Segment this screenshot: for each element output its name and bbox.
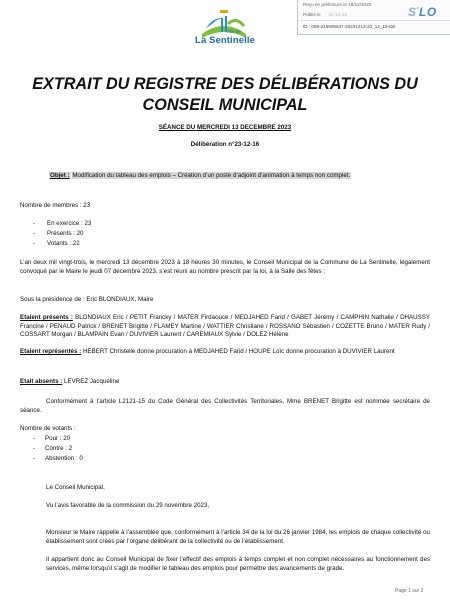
bullet-dash: - (33, 455, 36, 462)
stamp-published (303, 12, 347, 17)
votes-pour: Pour : 20 (45, 435, 71, 442)
stamp-received-date: Reçu en préfecture le 18/12/2023 (303, 2, 372, 7)
absents-list: LEVREZ Jacqueline (64, 378, 120, 385)
membres-votants: Votants : 22 (47, 240, 80, 247)
absents-paragraph (20, 378, 119, 387)
seance-heading: SÉANCE DU MERCREDI 13 DECEMBRE 2023 (158, 124, 292, 131)
objet-line (49, 172, 351, 179)
stamp-published-value: 22-12-16 (328, 12, 348, 17)
logo-ville-text: Ville de (226, 29, 241, 34)
bullet-dash: - (33, 445, 36, 452)
bullet-dash: - (33, 240, 36, 247)
page-title: EXTRAIT DU REGISTRE DES DÉLIBÉRATIONS DU CONSEIL MUNICIPAL (32, 75, 418, 114)
votes-abstention: Abstention : 0 (45, 455, 83, 462)
stamp-published-label: Publié le (303, 12, 321, 17)
deliberation-number: Délibération n°23-12-16 (190, 141, 260, 148)
stamp-divider (298, 20, 450, 21)
conformement-paragraph: Conformément à l’article L2121-15 du Code Général des Collectivités Territoriales, Mme BRENET Brigitte est nommée secrétaire de séance. (20, 398, 430, 414)
prefecture-stamp (297, 0, 450, 35)
representes-paragraph (20, 348, 430, 357)
presents-paragraph (20, 314, 430, 340)
conseil-line: Le Conseil Municipal, (46, 484, 105, 491)
membres-count: Nombre de membres : 23 (20, 202, 91, 209)
slo-logo (408, 5, 437, 19)
vu-line: Vu l’avis favorable de la commission du 29 novembre 2023, (46, 502, 210, 509)
representes-label: Etaient représentés : (20, 348, 82, 355)
paragraph-rappel: Monsieur le Maire rappelle à l’assemblée que, conformément à l’article 34 de la loi du 26 janvier 1984, les emplois de chaque collectivité ou établissement sont créés par l’organe délibérant de la collectivité ou de l’établissement. (46, 529, 430, 545)
bullet-dash: - (33, 230, 36, 237)
logo-town-name: La Sentinelle (195, 35, 255, 46)
representes-list: HEBERT Christelle donne procuration à MEDJAHED Farid / HOUPE Loïc donne procuration à DUVIVIER Laurent (82, 348, 395, 355)
slo-lo: LO (419, 5, 437, 19)
page-number: Page 1 sur 2 (395, 588, 424, 594)
slo-s: S (408, 5, 417, 19)
presents-label: Etaient présents : (20, 314, 73, 321)
presidence: Sous la présidence de : Eric BLONDIAUX, Maire (20, 296, 154, 303)
bullet-dash: - (33, 220, 36, 227)
stamp-id: ID : 059-215905647-20231213-23_12_16-DE (303, 24, 396, 29)
votes-contre: Contre : 2 (45, 445, 73, 452)
objet-label: Objet : (50, 172, 70, 179)
presents-list: BLONDIAUX Eric / PETIT Francky / MATER Firdaouce / MEDJAHED Farid / GABET Jérémy / CAMPHIN Nathalie / DHAUSSY Francine / PENAUD Patrick / BRENET Brigitte / FLAMEY Martine / WATTIER Christiane / ROSSANO Sébastien / COZETTE Bruno / MATER Rudy / COSSART Morgan / BLAMPAIN Evan / DUVIVIER Laurent / CAREMIAUX Sylvie / DOLEZ Hélène (20, 314, 430, 339)
slo-sup: ² (416, 7, 420, 13)
absents-label: Etait absents : (20, 378, 63, 385)
objet-text: Modification du tableau des emplois – Création d’un poste d’adjoint d’animation à temps non complet. (72, 172, 351, 179)
bullet-dash: - (33, 435, 36, 442)
paragraph-effectif: Il appartient donc au Conseil Municipal de fixer l’effectif des emplois à temps complet et non complet nécessaires au fonctionnement des services, même lorsqu’il s’agit de modifier le tableau des emplois pour permettre des avancements de grade. (46, 556, 430, 572)
membres-exercice: En exercice : 23 (47, 220, 92, 227)
intro-paragraph: L’an deux mil vingt-trois, le mercredi 13 décembre 2023 à 18 heures 30 minutes, le Conseil Municipal de la Commune de La Sentinelle, légalement convoqué par le Maire le jeudi 07 décembre 2023, s’est réuni au nombre prescrit par la loi, à la Salle des fêtes ; (20, 259, 430, 275)
votants-count: Nombre de votants : (20, 425, 76, 432)
membres-presents: Présents : 20 (47, 230, 84, 237)
